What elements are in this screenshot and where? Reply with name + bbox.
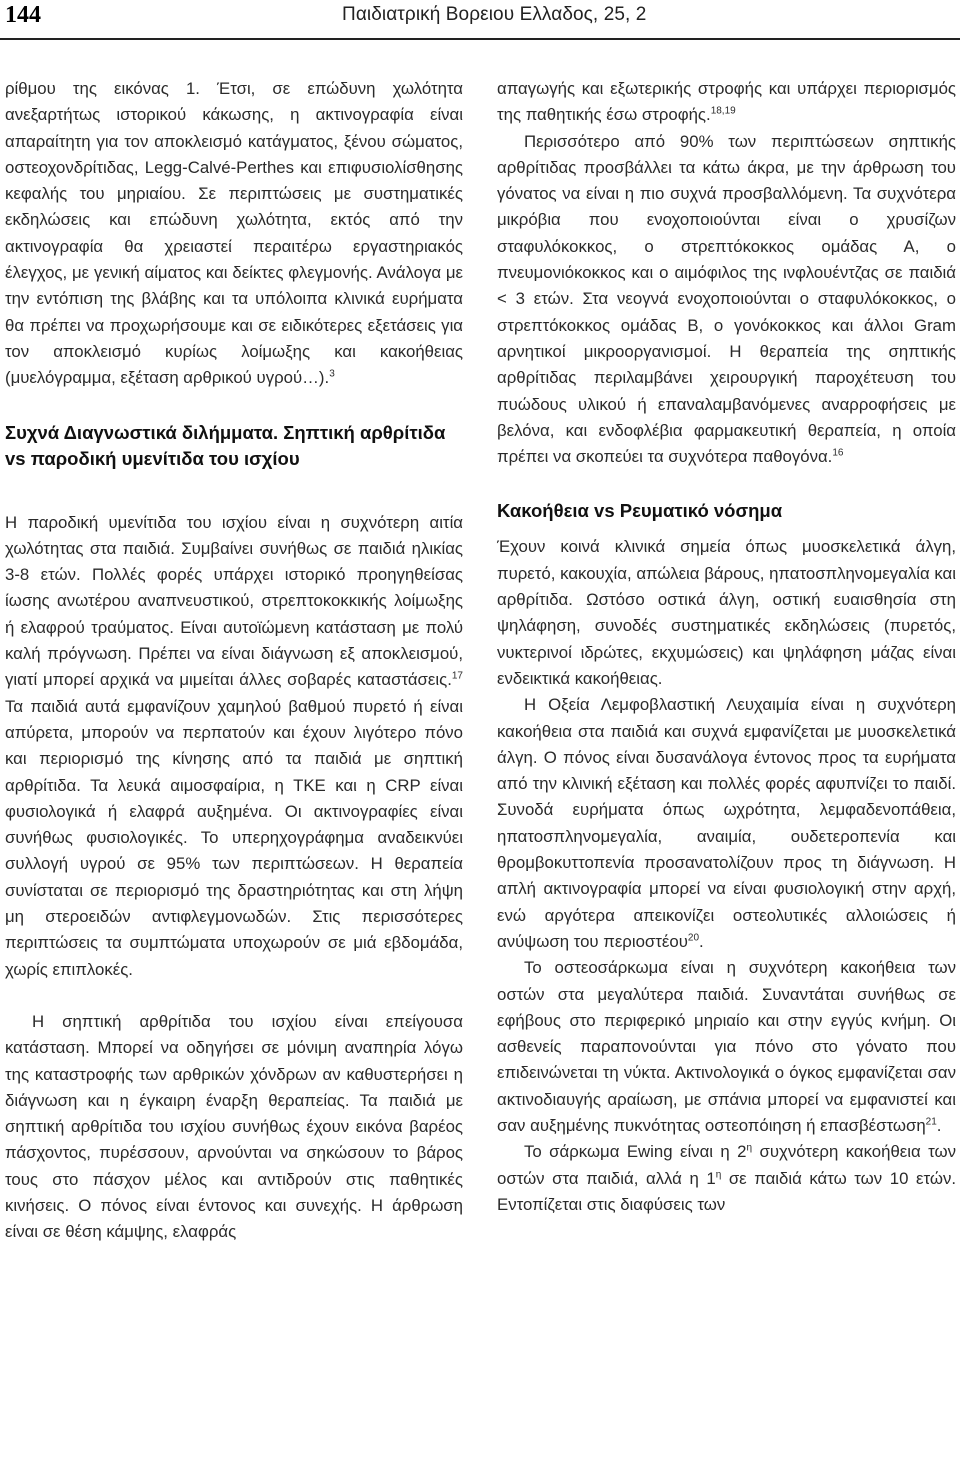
left-column xyxy=(5,76,463,1246)
ordinal-mark: η xyxy=(746,1142,753,1154)
reference-mark: 3 xyxy=(329,368,335,380)
right-paragraph-2-text: Περισσότερο από 90% των περιπτώσεων σηπτικής αρθρίτιδας προσβάλλει τα κάτω άκρα, με την άρθρωση του γόνατος να είναι η πιο συχνά προσβαλλόμενη. Τα συχνότερα μικρόβια που ενοχοποιούνται είναι ο χρυσίζων σταφυλόκοκκος, ο στρεπτόκοκκος ομάδας Α, ο πνευμονιόκοκκος και ο αιμόφιλος της ινφλουέντζας σε παιδιά < 3 ετών. Στα νεογνά ενοχοποιούνται ο σταφυλόκοκκος, ο στρεπτόκοκκος ομάδας Β, ο γονόκοκκος και άλλοι Gram αρνητικοί μικροοργανισμοί. Η θεραπεία της σηπτικής αρθρίτιδας περιλαμβάνει χειρουργική παροχέτευση του πυώδους υλικού ή επαναλαμβανόμενες αναρροφήσεις με βελόνα, και ενδοφλέβια φαρμακευτική θεραπεία, η οποία πρέπει να σκοπεύει τα συχνότερα παθογόνα. xyxy=(497,131,956,467)
right-paragraph-4: Η Οξεία Λεμφοβλαστική Λευχαιμία είναι η συχνότερη κακοήθεια στα παιδιά και συχνά εμφανίζεται με μυοσκελετικά άλγη. Ο πόνος είναι δυσανάλογα έντονος προς τα ευρήματα από την κλινική εξέταση και πολλές φορές αφυπνίζει το παιδί. Συνοδά ευρήματα όπως ωχρότητα, λεμφαδενοπάθεια, ηπατοσπληνομεγαλία, αναιμία, ουδετεροπενία και θρομβοκυττοπενία προσανατολίζουν προς τη διάγνωση. Η απλή ακτινογραφία μπορεί να είναι φυσιολογική στην αρχή, ενώ αργότερα απεικονίζει οστεολυτικές αλλοιώσεις ή ανύψωση του περιοστέου$^{20}$. xyxy=(497,695,956,951)
right-column xyxy=(497,76,956,1218)
section-heading-malignancy-vs-rheumatic: Κακοήθεια vs Ρευματικό νόσημα xyxy=(497,500,783,522)
right-paragraph-1-text: απαγωγής και εξωτερικής στροφής και υπάρχει περιορισμός της παθητικής έσω στροφής. xyxy=(497,79,956,125)
reference-mark: 16 xyxy=(832,447,844,459)
ordinal-mark: η xyxy=(715,1168,722,1180)
left-paragraph-1-text: ρίθμου της εικόνας 1. Έτσι, σε επώδυνη χωλότητα ανεξαρτήτως ιστορικού κάκωσης, η ακτινογραφία είναι απαραίτητη για τον αποκλεισμό κατάγματος, ξένου σώματος, οστεοχονδρίτιδας, Legg-Calvé-Perthes και επιφυσιολίσθησης κεφαλής του μηριαίου. Σε περιπτώσεις με συστηματικές εκδηλώσεις και επώδυνη χωλότητα, εκτός από την ακτινογραφία θα χρειαστεί περαιτέρω εργαστηριακός έλεγχος, με γενική αίματος και δείκτες φλεγμονής. Ανάλογα με την εντόπιση της βλάβης και τα υπόλοιπα κλινικά ευρήματα θα πρέπει να προχωρήσουμε και σε ειδικότερες εξετάσεις για τον αποκλεισμό κυρίως λοίμωξης και κακοήθειας (μυελόγραμμα, εξέταση αρθρικού υγρού…). xyxy=(5,79,463,388)
left-paragraph-2 xyxy=(5,510,463,983)
reference-mark: 20 xyxy=(687,932,700,944)
header-rule xyxy=(0,38,960,40)
right-paragraph-5-text: Το οστεοσάρκωμα είναι η συχνότερη κακοήθεια των οστών στα μεγαλύτερα παιδιά. Συναντάται συνήθως σε εφήβους στο περιφερικό μηριαίο και στην εγγύς κνήμη. Οι ασθενείς παραπονούνται για πόνο στο γόνατο που επιδεινώνεται τη νύκτα. Ακτινολογικά ο όγκος εμφανίζεται σαν ακτινοδιαυγής αραίωση, με σπάνια μπορεί να εμφανιστεί και σαν αυξημένης πυκνότητας οστεοπόιηση ή επασβέστωση xyxy=(497,958,956,1135)
right-paragraph-6-text-a: Το σάρκωμα Ewing είναι η 2 xyxy=(524,1142,747,1162)
journal-title: Παιδιατρική Βορειου Ελλαδος, 25, 2 xyxy=(342,4,647,25)
right-paragraph-3: Έχουν κοινά κλινικά σημεία όπως μυοσκελετικά άλγη, πυρετό, κακουχία, απώλεια βάρους, ηπατοσπληνομεγαλία και αρθρίτιδα. Ωστόσο οστικά άλγη, οστική ευαισθησία στη ψηλάφηση, συνοδές συστηματικές εκδηλώσεις (πυρετός, νυκτερινοί ιδρώτες, εκχυμώσεις) και ψηλάφηση μάζας είναι ενδεικτικά κακοήθειας. xyxy=(497,537,956,688)
page-header xyxy=(0,0,960,40)
right-paragraph-6 xyxy=(497,1139,956,1218)
left-paragraph-2b-text: Τα παιδιά αυτά εμφανίζουν χαμηλού βαθμού πυρετό ή είναι απύρετα, μπορούν να περπατούν και έχουν λιγότερο πόνο και περιορισμό της κίνησης από τα παιδιά με σηπτική αρθρίτιδα. Τα λευκά αιμοσφαίρια, η ΤΚΕ και η CRP είναι φυσιολογικά ή ελαφρά αυξημένα. Οι ακτινογραφίες είναι συνήθως φυσιολογικές. Το υπερηχογράφημα αναδεικνύει συλλογή υγρού σε 95% των περιπτώσεων. Η θεραπεία συνίσταται σε περιορισμό της δραστηριότητας και στη λήψη μη στεροειδών αντιφλεγμονωδών. Στις περισσότερες περιπτώσεις τα συμπτώματα υποχωρούν σε μιά εβδομάδα, χωρίς επιπλοκές. xyxy=(5,696,463,979)
left-paragraph-2-text: Η παροδική υμενίτιδα του ισχίου είναι η συχνότερη αιτία χωλότητας στα παιδιά. Συμβαίνει συνήθως σε παιδιά ηλικίας 3-8 ετών. Πολλές φορές υπάρχει ιστορικό προηγηθείσας ίωσης ανωτέρου αναπνευστικού, στρεπτοκοκκικής λοίμωξης ή ελαφρού τραύματος. Είναι αυτοϊώμενη κατάσταση με πολύ καλή πρόγνωση. Πρέπει να είναι διάγνωση εξ αποκλεισμού, γιατί μπορεί αρχικά να μιμείται άλλες σοβαρές καταστάσεις. xyxy=(5,512,463,690)
right-paragraph-6-text-b: συχνότερη κακοήθεια των οστών στα παιδιά, αλλά η 1 xyxy=(497,1142,957,1188)
right-paragraph-6-text-c: σε παιδιά κάτω των 10 ετών. Εντοπίζεται στις διαφύσεις των xyxy=(497,1168,957,1214)
right-paragraph-5: Το οστεοσάρκωμα είναι η συχνότερη κακοήθεια των οστών στα μεγαλύτερα παιδιά. Συναντάται συνήθως σε εφήβους στο περιφερικό μηριαίο και στην εγγύς κνήμη. Οι ασθενείς παραπονούνται για πόνο στο γόνατο που επιδεινώνεται τη νύκτα. Ακτινολογικά ο όγκος εμφανίζεται σαν ακτινοδιαυγής αραίωση, με σπάνια μπορεί να εμφανιστεί και σαν αυξημένης πυκνότητας οστεοπόιηση ή επασβέστωση$^{21}$. xyxy=(497,958,956,1135)
reference-mark: 18,19 xyxy=(710,105,736,117)
reference-mark: 21 xyxy=(925,1116,937,1128)
right-paragraph-2 xyxy=(497,129,956,471)
right-paragraph-4-text: Η Οξεία Λεμφοβλαστική Λευχαιμία είναι η συχνότερη κακοήθεια στα παιδιά και συχνά εμφανίζεται με μυοσκελετικά άλγη. Ο πόνος είναι δυσανάλογα έντονος προς τα ευρήματα από την κλινική εξέταση και πολλές φορές αφυπνίζει το παιδί. Συνοδά ευρήματα όπως ωχρότητα, λεμφαδενοπάθεια, ηπατοσπληνομεγαλία, αναιμία, ουδετεροπενία και θρομβοκυττοπενία προσανατολίζουν προς τη διάγνωση. Η απλή ακτινογραφία μπορεί να είναι φυσιολογική στην αρχή, ενώ αργότερα απεικονίζει οστεολυτικές αλλοιώσεις ή ανύψωση του περιοστέου xyxy=(497,695,956,951)
right-paragraph-1 xyxy=(497,76,956,129)
page-number: 144 xyxy=(5,2,41,28)
section-heading-septic-vs-transient: Συχνά Διαγνωστικά διλήμματα. Σηπτική αρθρίτιδα vs παροδική υμενίτιδα του ισχίου xyxy=(5,421,446,469)
left-paragraph-1 xyxy=(5,76,463,392)
left-paragraph-3: Η σηπτική αρθρίτιδα του ισχίου είναι επείγουσα κατάσταση. Μπορεί να οδηγήσει σε μόνιμη αναπηρία λόγω της καταστροφής των αρθρικών χόνδρων αν καθυστερήσει η διάγνωση και η έγκαιρη έναρξη θεραπείας. Τα παιδιά με σηπτική αρθρίτιδα του ισχίου συνήθως έχουν εικόνα βαρέος πάσχοντος, πυρέσσουν, αρνούνται να σηκώσουν το βάρος τους στο πάσχον μέλος και αντιδρούν στις παθητικές κινήσεις. Ο πόνος είναι έντονος και συνεχής. Η άρθρωση είναι σε θέση κάμψης, ελαφράς xyxy=(5,1011,463,1242)
reference-mark: 17 xyxy=(451,670,463,682)
